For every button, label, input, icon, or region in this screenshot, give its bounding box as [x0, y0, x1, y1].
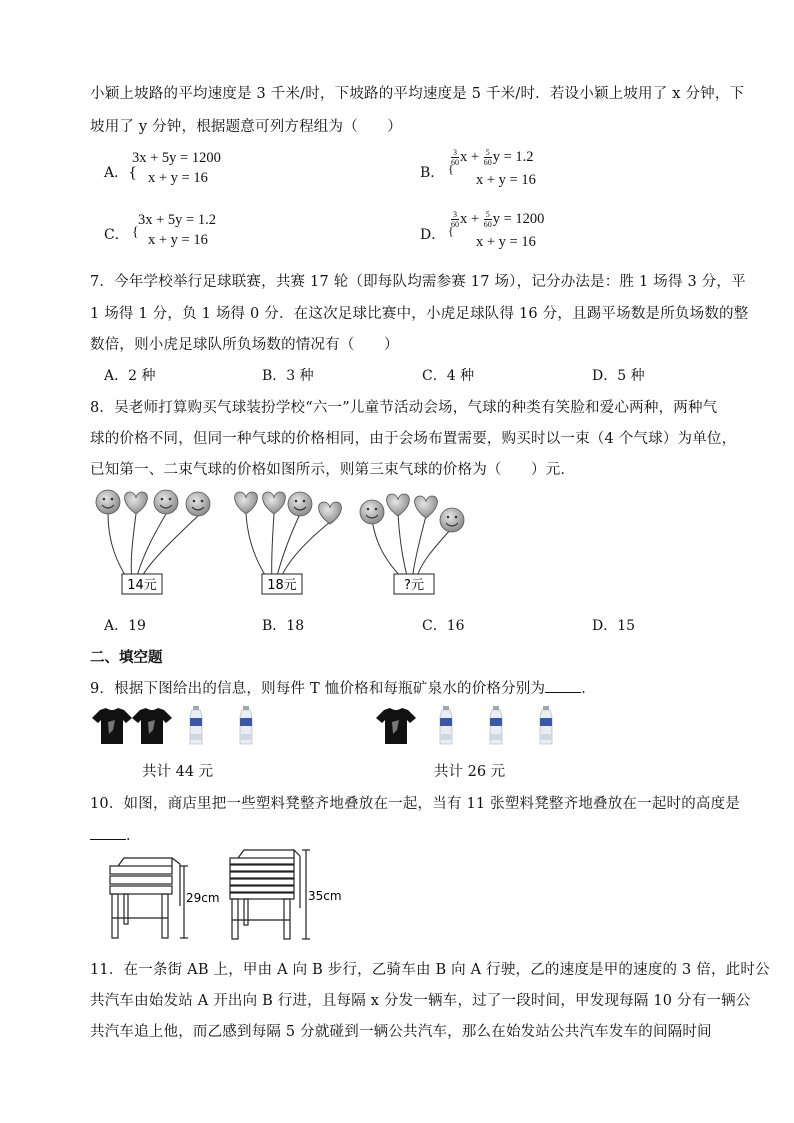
q9-caption-1: 共计 44 元	[142, 764, 214, 780]
heart-balloon-icon	[415, 496, 438, 518]
q11-text-line3: 共汽车追上他，而乙感到每隔 5 分就碰到一辆公共汽车，那么在始发站公共汽车发车的间隔时间	[90, 1024, 712, 1040]
heart-balloon-icon	[125, 492, 148, 514]
tshirt-water-figure	[90, 700, 570, 750]
balloon-bunch-3	[360, 494, 464, 594]
water-bottle-icon	[540, 706, 552, 744]
q6-option-b-label: B．	[420, 165, 445, 181]
heart-balloon-icon	[235, 492, 258, 514]
q6-option-d-eq1: $\frac{3}{60}$ x + $\frac{5}{60}$ y = 1200	[451, 210, 545, 229]
water-bottle-icon	[490, 706, 502, 744]
stack-1-height-label: 29cm	[186, 891, 220, 905]
q7-option-a[interactable]: A．2 种	[104, 368, 156, 384]
balloon-figure	[88, 484, 488, 596]
q8-text-line1: 8．吴老师打算购买气球装扮学校“六一”儿童节活动会场，气球的种类有笑脸和爱心两种，两种气	[90, 400, 718, 416]
price-tag-2: 18元	[267, 578, 297, 593]
water-bottle-icon	[440, 706, 452, 744]
q6-option-a-eq1: 3x + 5y = 1200	[132, 150, 221, 166]
tshirt-icon	[376, 708, 416, 744]
water-bottle-icon	[240, 706, 252, 744]
smiley-balloon-icon	[288, 492, 312, 516]
q8-option-d[interactable]: D．15	[592, 618, 636, 634]
section-title: 二、填空题	[90, 650, 163, 666]
balloon-bunch-2	[235, 492, 342, 594]
tshirt-icon	[92, 708, 132, 744]
q8-text-line3: 已知第一、二束气球的价格如图所示，则第三束气球的价格为（ ）元．	[90, 462, 576, 478]
q9-caption-2: 共计 26 元	[434, 764, 506, 780]
q6-option-a[interactable]	[104, 150, 364, 190]
q8-option-a[interactable]: A．19	[104, 618, 146, 634]
q11-text-line2: 共汽车由始发站 A 开出向 B 行进，且每隔 x 分发一辆车，过了一段时间，甲发现每隔 10 分有一辆公	[90, 993, 751, 1009]
smiley-balloon-icon	[96, 490, 120, 514]
q7-option-b[interactable]: B．3 种	[262, 368, 314, 384]
stools-figure	[100, 846, 380, 942]
q6-text-line1: 小颖上坡路的平均速度是 3 千米/时，下坡路的平均速度是 5 千米/时．若设小颖上坡用了 x 分钟，下	[90, 86, 745, 102]
q10-answer-blank[interactable]	[90, 827, 126, 840]
price-tag-1: 14元	[127, 578, 157, 593]
q9-answer-blank[interactable]	[545, 680, 581, 693]
q6-text-line2: 坡用了 y 分钟，根据题意可列方程组为（ ）	[90, 119, 403, 135]
tshirt-icon	[132, 708, 172, 744]
q6-option-b-eq2: x + y = 16	[476, 172, 536, 188]
q6-option-b[interactable]: B． $\frac{3}{60}$ x + $\frac{5}{60}$ y = 1.2 { x + y = 16	[420, 148, 536, 188]
q6-option-c[interactable]: C． { 3x + 5y = 1.2 x + y = 16	[104, 212, 216, 248]
price-tag-3: ?元	[404, 578, 424, 593]
q8-option-b[interactable]: B．18	[262, 618, 305, 634]
q6-option-a-eq2: x + y = 16	[148, 170, 208, 186]
q8-text-line2: 球的价格不同，但同一种气球的价格相同，由于会场布置需要，购买时以一束（4 个气球）为单位，	[90, 431, 737, 447]
q11-text-line1: 11．在一条街 AB 上，甲由 A 向 B 步行，乙骑车由 B 向 A 行驶，乙的速度是甲的速度的 3 倍，此时公	[90, 962, 770, 978]
stool-stack-1	[110, 858, 188, 938]
stool-stack-2	[230, 850, 310, 939]
q10-text-line2: ．	[90, 824, 141, 845]
q7-option-c[interactable]: C．4 种	[422, 368, 475, 384]
balloon-bunch-1	[96, 490, 210, 594]
water-bottle-icon	[190, 706, 202, 744]
q6-option-c-eq2: x + y = 16	[148, 232, 208, 248]
q9-text: 9．根据下图给出的信息，则每件 T 恤价格和每瓶矿泉水的价格分别为 ．	[90, 681, 596, 697]
q7-text-line1: 7．今年学校举行足球联赛，共赛 17 轮（即每队均需参赛 17 场），记分办法是：胜 1 场得 3 分，平	[90, 274, 746, 290]
q6-option-c-eq1: 3x + 5y = 1.2	[138, 212, 216, 228]
q6-option-c-label: C．	[104, 227, 129, 243]
smiley-balloon-icon	[186, 492, 210, 516]
q6-option-b-eq1: $\frac{3}{60}$ x + $\frac{5}{60}$ y = 1.2	[451, 148, 534, 167]
stack-2-height-label: 35cm	[308, 889, 342, 903]
q8-option-c[interactable]: C．16	[422, 618, 465, 634]
heart-balloon-icon	[263, 492, 286, 514]
smiley-balloon-icon	[154, 490, 178, 514]
q6-option-d-label: D．	[420, 227, 446, 243]
q7-option-d[interactable]: D．5 种	[592, 368, 645, 384]
smiley-balloon-icon	[440, 508, 464, 532]
heart-balloon-icon	[387, 494, 410, 516]
q10-text-line1: 10．如图，商店里把一些塑料凳整齐地叠放在一起，当有 11 张塑料凳整齐地叠放在一起时的高度是	[90, 796, 741, 812]
q7-text-line3: 数倍，则小虎足球队所负场数的情况有（ ）	[90, 337, 399, 353]
q6-option-d-eq2: x + y = 16	[476, 234, 536, 250]
smiley-balloon-icon	[360, 500, 384, 524]
q6-option-d[interactable]: D． $\frac{3}{60}$ x + $\frac{5}{60}$ y = 1200 { x + y = 16	[420, 210, 545, 250]
heart-balloon-icon	[319, 502, 342, 524]
q7-text-line2: 1 场得 1 分，负 1 场得 0 分．在这次足球比赛中，小虎足球队得 16 分，且踢平场数是所负场数的整	[90, 306, 749, 322]
q6-option-a-label: A．{	[104, 165, 138, 181]
